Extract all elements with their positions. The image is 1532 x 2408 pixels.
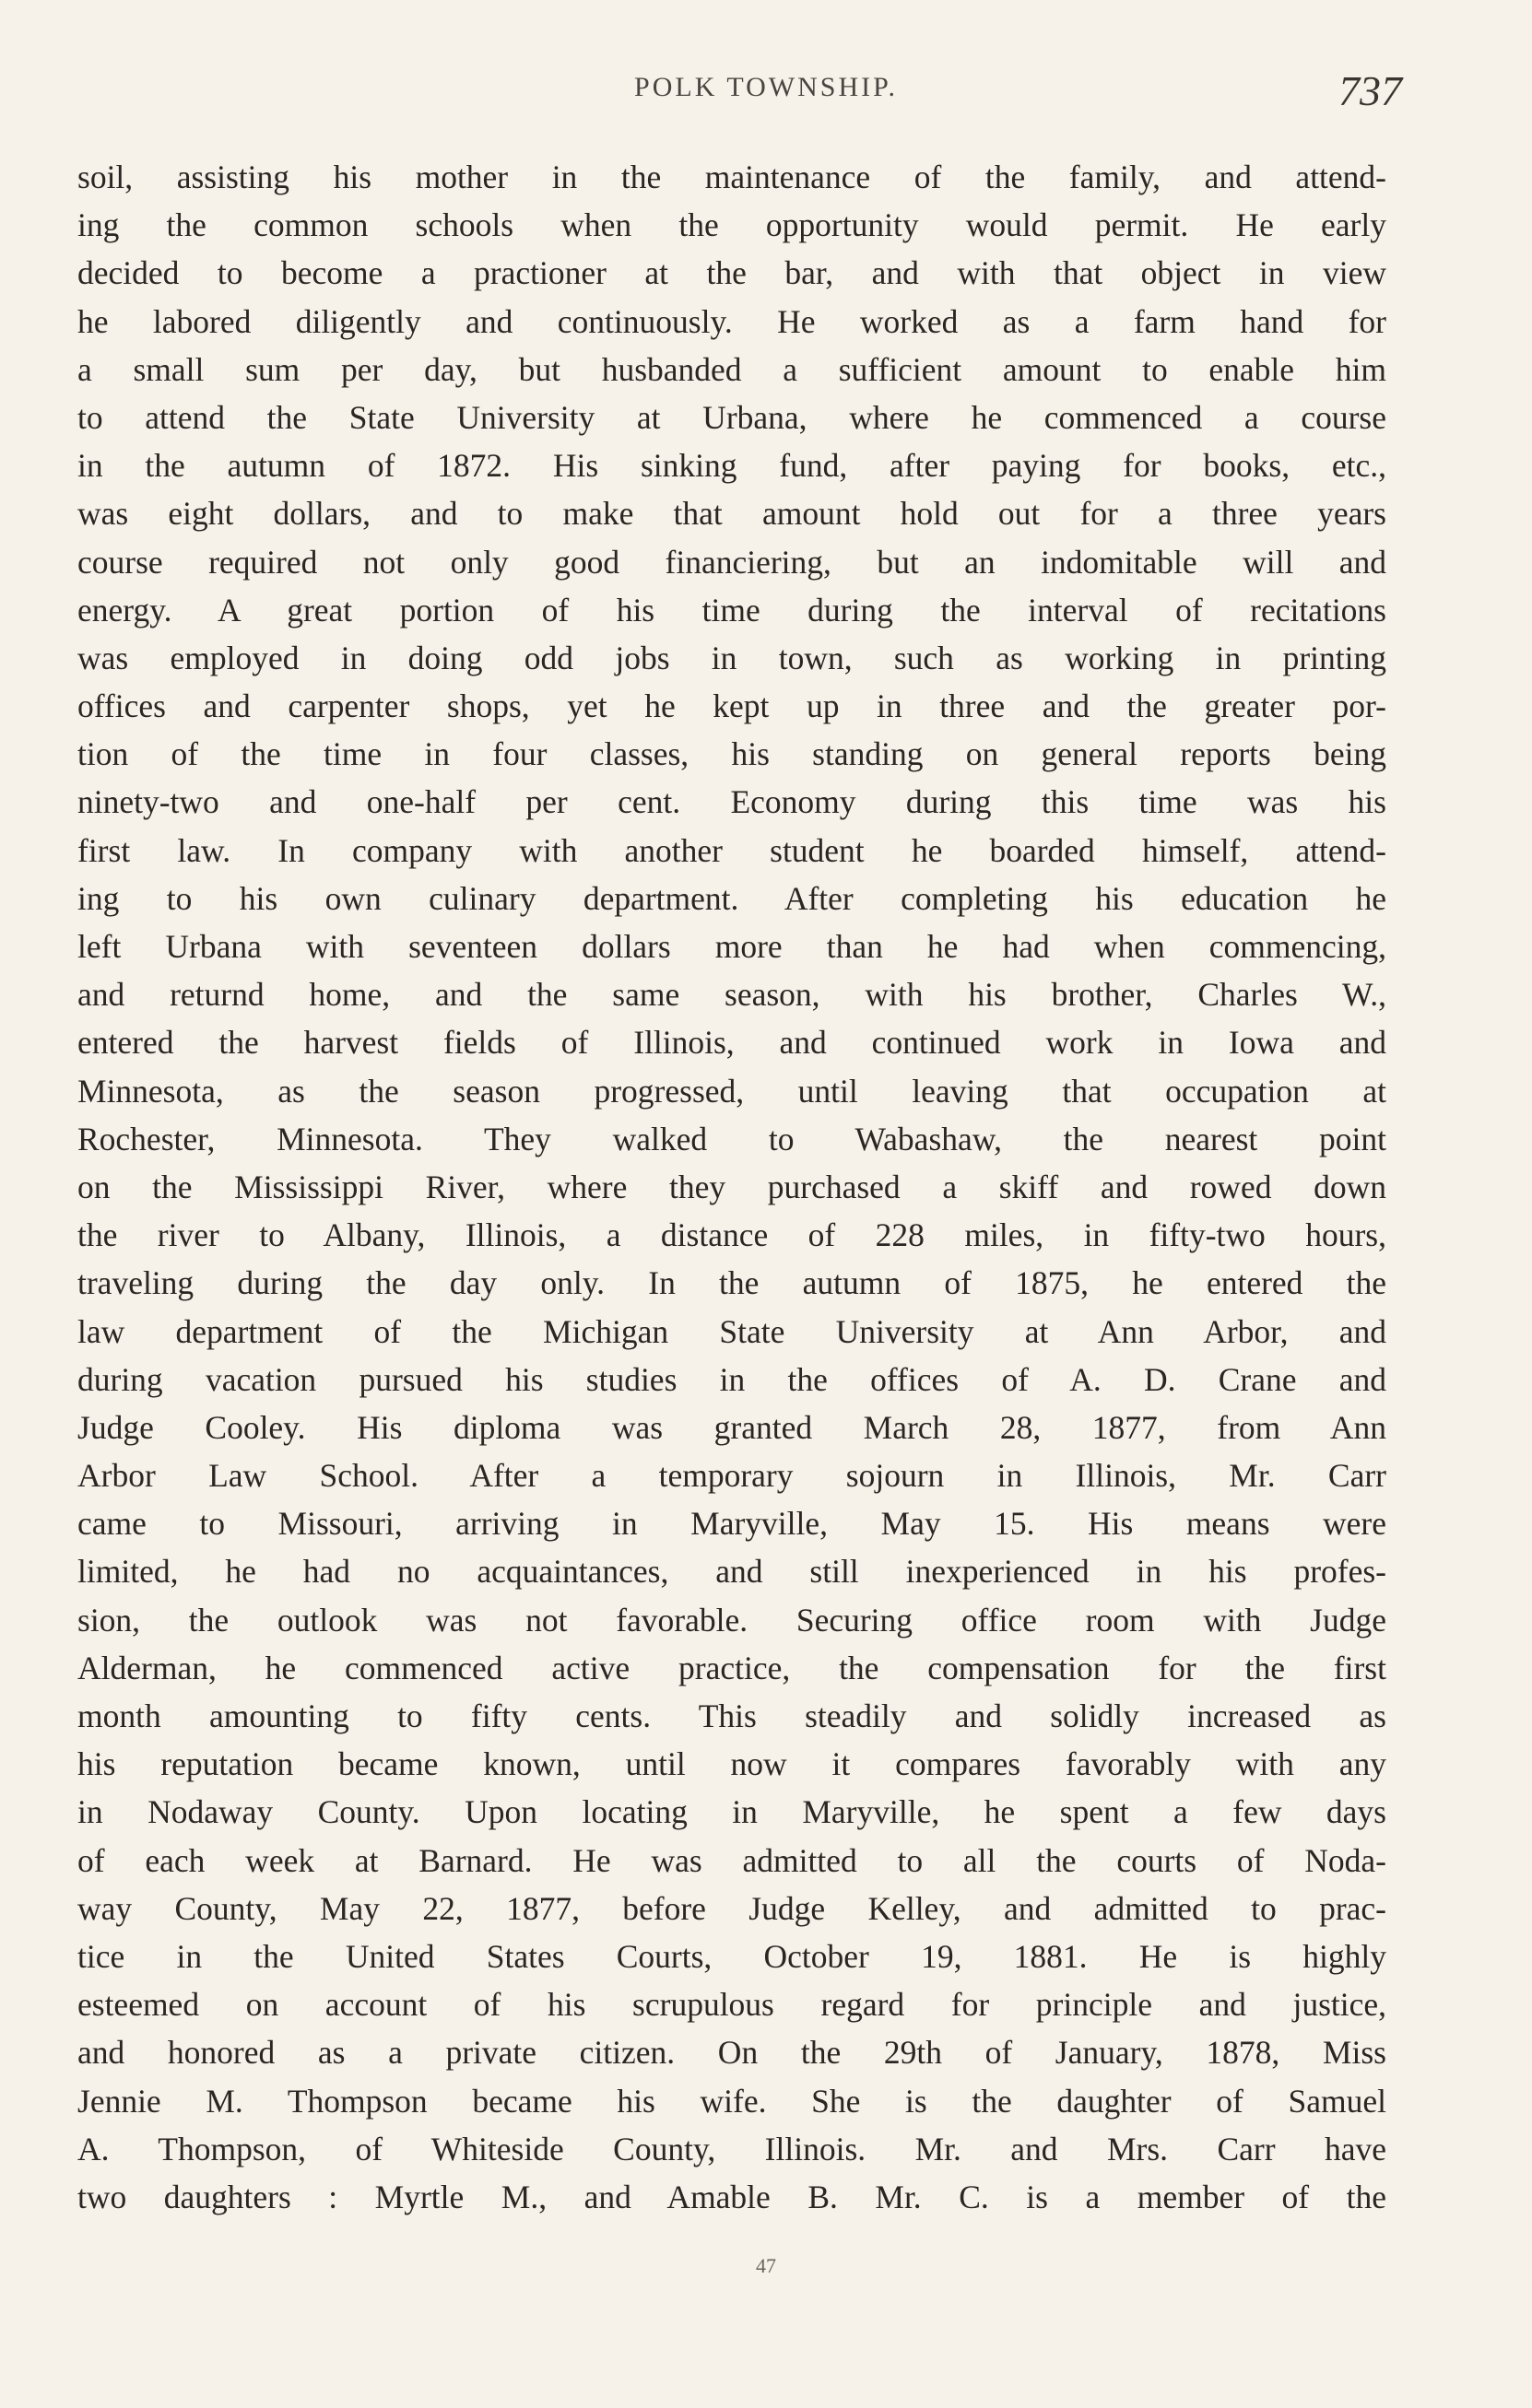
- text-line: tice in the United States Courts, October 19, 1881. He is highly: [77, 1937, 1386, 1975]
- text-line: decided to become a practioner at the bar, and with that object in view: [77, 254, 1386, 292]
- text-line: and honored as a private citizen. On the 29th of January, 1878, Miss: [77, 2034, 1386, 2072]
- text-line: ninety-two and one-half per cent. Economy during this time was his: [77, 783, 1386, 821]
- body-text: [77, 153, 1386, 2221]
- text-line: A. Thompson, of Whiteside County, Illinois. Mr. and Mrs. Carr have: [77, 2130, 1386, 2167]
- text-line: entered the harvest fields of Illinois, and continued work in Iowa and: [77, 1024, 1386, 1062]
- text-line: sion, the outlook was not favorable. Securing office room with Judge: [77, 1601, 1386, 1639]
- text-line: in Nodaway County. Upon locating in Maryville, he spent a few days: [77, 1793, 1386, 1831]
- text-line: offices and carpenter shops, yet he kept up in three and the greater por-: [77, 687, 1386, 725]
- text-line: came to Missouri, arriving in Maryville, May 15. His means were: [77, 1505, 1386, 1543]
- text-line: his reputation became known, until now it compares favorably with any: [77, 1745, 1386, 1783]
- text-line: of each week at Barnard. He was admitted to all the courts of Noda-: [77, 1841, 1386, 1879]
- text-line: he labored diligently and continuously. He worked as a farm hand for: [77, 302, 1386, 340]
- text-line: soil, assisting his mother in the maintenance of the family, and attend-: [77, 159, 1386, 195]
- text-line: and returnd home, and the same season, with his brother, Charles W.,: [77, 976, 1386, 1014]
- text-line: Minnesota, as the season progressed, until leaving that occupation at: [77, 1072, 1386, 1110]
- text-line: month amounting to fifty cents. This steadily and solidly increased as: [77, 1697, 1386, 1734]
- text-line: law department of the Michigan State University at Ann Arbor, and: [77, 1312, 1386, 1350]
- text-line: traveling during the day only. In the autumn of 1875, he entered the: [77, 1264, 1386, 1302]
- text-line: during vacation pursued his studies in the offices of A. D. Crane and: [77, 1360, 1386, 1398]
- text-line: Rochester, Minnesota. They walked to Wabashaw, the nearest point: [77, 1120, 1386, 1157]
- text-line: on the Mississippi River, where they purchased a skiff and rowed down: [77, 1168, 1386, 1205]
- text-line: course required not only good financiering, but an indomitable will and: [77, 543, 1386, 581]
- text-line: tion of the time in four classes, his standing on general reports being: [77, 735, 1386, 773]
- text-line: left Urbana with seventeen dollars more than he had when commencing,: [77, 928, 1386, 965]
- text-line: to attend the State University at Urbana, where he commenced a course: [77, 398, 1386, 436]
- text-line: the river to Albany, Illinois, a distance of 228 miles, in fifty-two hours,: [77, 1216, 1386, 1254]
- text-line: Alderman, he commenced active practice, the compensation for the first: [77, 1649, 1386, 1686]
- text-line: ing to his own culinary department. After completing his education he: [77, 879, 1386, 917]
- text-line: Arbor Law School. After a temporary sojourn in Illinois, Mr. Carr: [77, 1457, 1386, 1495]
- text-line: in the autumn of 1872. His sinking fund, after paying for books, etc.,: [77, 447, 1386, 485]
- text-line: Jennie M. Thompson became his wife. She is the daughter of Samuel: [77, 2082, 1386, 2120]
- signature-mark: 47: [756, 2254, 776, 2277]
- text-line: esteemed on account of his scrupulous regard for principle and justice,: [77, 1986, 1386, 2024]
- running-head: POLK TOWNSHIP.: [634, 72, 898, 102]
- text-line: was employed in doing odd jobs in town, such as working in printing: [77, 639, 1386, 676]
- page-number: 737: [1338, 67, 1402, 114]
- text-line: a small sum per day, but husbanded a sufficient amount to enable him: [77, 350, 1386, 388]
- text-line: two daughters : Myrtle M., and Amable B. Mr. C. is a member of the: [77, 2178, 1386, 2215]
- text-line: Judge Cooley. His diploma was granted March 28, 1877, from Ann: [77, 1408, 1386, 1446]
- text-line: was eight dollars, and to make that amount hold out for a three years: [77, 495, 1386, 533]
- text-line: ing the common schools when the opportunity would permit. He early: [77, 206, 1386, 244]
- text-line: energy. A great portion of his time during the interval of recitations: [77, 591, 1386, 628]
- text-line: limited, he had no acquaintances, and still inexperienced in his profes-: [77, 1553, 1386, 1591]
- text-line: first law. In company with another student he boarded himself, attend-: [77, 831, 1386, 869]
- text-line: way County, May 22, 1877, before Judge Kelley, and admitted to prac-: [77, 1889, 1386, 1927]
